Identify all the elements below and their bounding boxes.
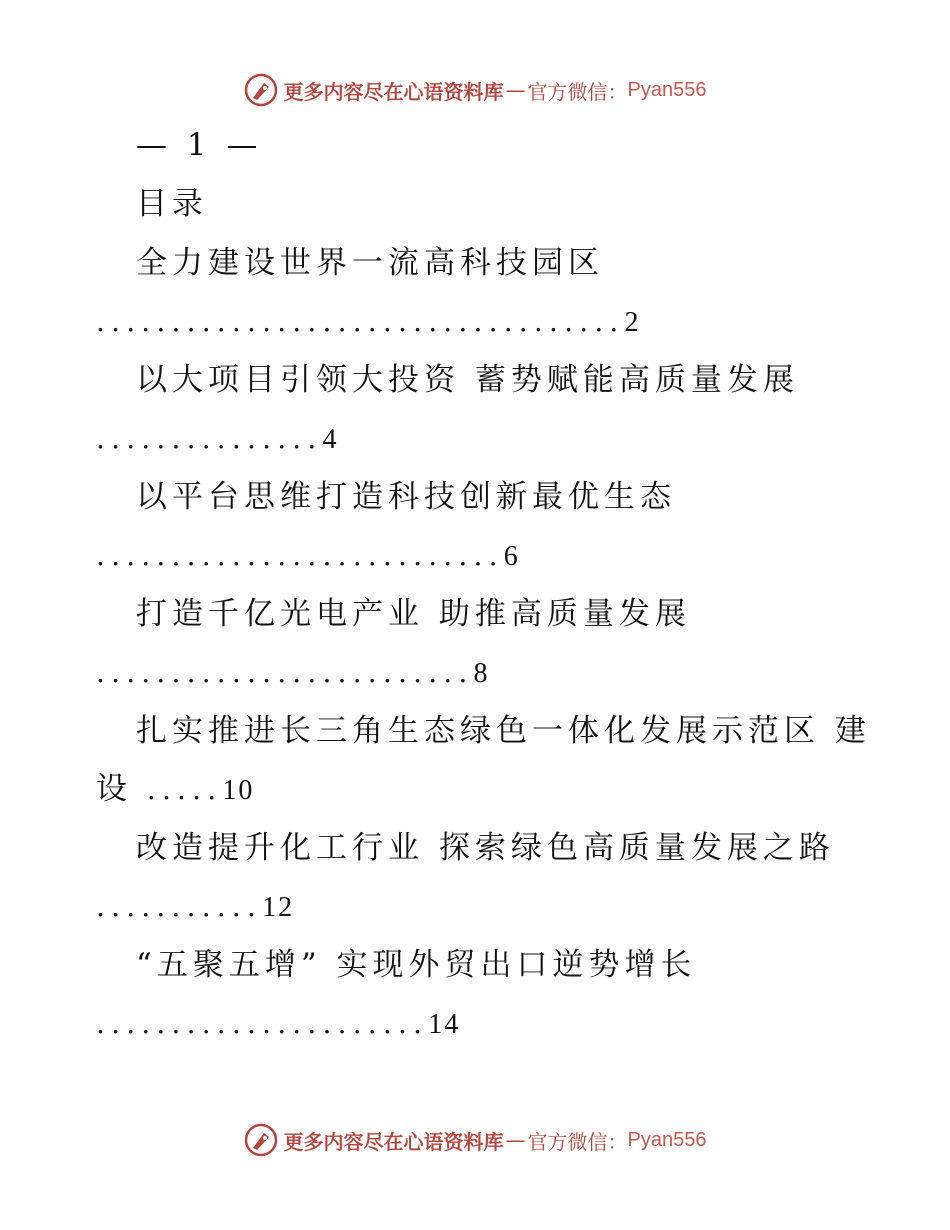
toc-page-number: 4: [322, 424, 339, 455]
toc-entry-leader: [0, 526, 950, 584]
watermark-contact-label: 官方微信：: [527, 79, 628, 104]
toc-entry-leader: [0, 292, 950, 350]
toc-entry-title: 扎实推进长三角生态绿色一体化发展示范区 建: [136, 713, 871, 749]
toc-entry-leader: [0, 994, 950, 1052]
toc-dot-leader: ......................: [96, 1007, 429, 1040]
toc-entry-title: 改造提升化工行业 探索绿色高质量发展之路: [136, 830, 835, 866]
watermark-separator: —: [505, 78, 526, 102]
toc-title: 目录: [136, 186, 208, 222]
watermark-site-text: 更多内容尽在心语资料库: [283, 79, 504, 104]
toc-dot-leader: ...........................: [96, 539, 504, 572]
toc-entry-title: 以大项目引领大投资 蓄势赋能高质量发展: [136, 362, 799, 398]
toc-entry-leader: [0, 409, 950, 467]
watermark-separator: —: [505, 1128, 526, 1152]
toc-entry-leader: [0, 877, 950, 935]
watermark-handle: Pyan556: [627, 78, 707, 101]
toc-entry-title: 全力建设世界一流高科技园区: [136, 245, 604, 281]
toc-page-number: 2: [624, 307, 641, 338]
toc-entry-leader: [0, 760, 950, 818]
toc-entry-title: 以平台思维打造科技创新最优生态: [136, 479, 676, 515]
page-marker: — 1 —: [136, 127, 263, 163]
watermark-contact-label: 官方微信：: [527, 1129, 628, 1154]
toc-entry-continuation: 设: [96, 771, 132, 807]
footer-watermark: [0, 1120, 950, 1160]
toc-dot-leader: .........................: [96, 656, 474, 689]
toc-entry-title: 打造千亿光电产业 助推高质量发展: [136, 596, 691, 632]
toc-dot-leader: ...................................: [96, 305, 625, 338]
toc-dot-leader: .....: [146, 773, 223, 806]
toc-page-number: 10: [222, 775, 255, 806]
toc-page-number: 12: [262, 892, 295, 923]
toc-dot-leader: ...............: [96, 422, 323, 455]
toc-entry-title: “五聚五增” 实现外贸出口逆势增长: [136, 947, 697, 983]
watermark-handle: Pyan556: [627, 1128, 707, 1151]
toc-page-number: 8: [473, 658, 490, 689]
toc-page-number: 6: [503, 541, 520, 572]
watermark-site-text: 更多内容尽在心语资料库: [283, 1129, 504, 1154]
toc-entry-leader: [0, 643, 950, 701]
toc-page-number: 14: [428, 1009, 461, 1040]
pen-nib-logo-icon: [244, 1123, 278, 1157]
toc-dot-leader: ...........: [96, 890, 263, 923]
